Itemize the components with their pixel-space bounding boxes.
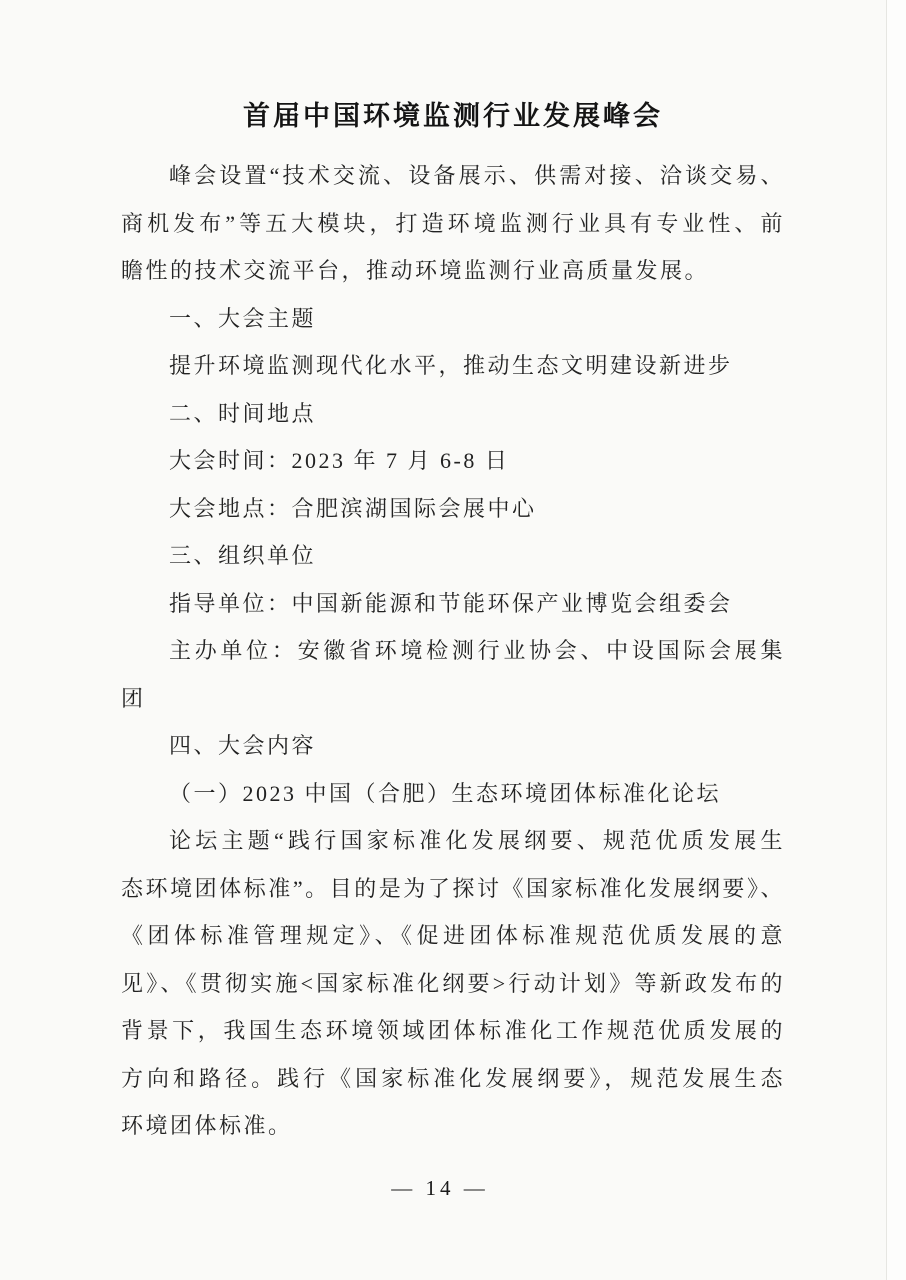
section-heading: 一、大会主题 (169, 305, 317, 331)
subsection-heading: （一）2023 中国（合肥）生态环境团体标准化论坛 (169, 780, 722, 806)
scan-edge-strip (887, 0, 906, 1280)
section-heading: 二、时间地点 (169, 400, 317, 426)
text-line: 见》、《贯彻实施<国家标准化纲要>行动计划》等新政发布的 (121, 970, 785, 996)
text-line: 背景下，我国生态环境领域团体标准化工作规范优质发展的 (121, 1018, 785, 1043)
text-line: 态环境团体标准”。目的是为了探讨《国家标准化发展纲要》、 (121, 875, 785, 901)
scan-artifact-line (886, 0, 887, 1280)
section-heading: 四、大会内容 (169, 733, 317, 758)
text-line: 提升环境监测现代化水平，推动生态文明建设新进步 (169, 353, 733, 378)
text-line: 团 (121, 685, 146, 711)
text-line: 《团体标准管理规定》、《促进团体标准规范优质发展的意 (121, 923, 785, 948)
text-line: 瞻性的技术交流平台，推动环境监测行业高质量发展。 (121, 258, 710, 283)
text-line: 指导单位：中国新能源和节能环保产业博览会组委会 (169, 590, 733, 616)
text-line: 大会时间：2023 年 7 月 6-8 日 (169, 448, 510, 473)
text-line: 商机发布”等五大模块，打造环境监测行业具有专业性、前 (121, 210, 785, 236)
text-line: 主办单位：安徽省环境检测行业协会、中设国际会展集 (169, 638, 785, 663)
text-line: 大会地点：合肥滨湖国际会展中心 (169, 495, 537, 521)
text-line: 方向和路径。践行《国家标准化发展纲要》，规范发展生态 (121, 1065, 785, 1091)
text-line: 环境团体标准。 (121, 1113, 293, 1138)
document-body (121, 152, 785, 1150)
document-title: 首届中国环境监测行业发展峰会 (243, 101, 663, 131)
section-heading: 三、组织单位 (169, 543, 317, 568)
page-number: — 14 — (391, 1176, 489, 1200)
text-line: 论坛主题“践行国家标准化发展纲要、规范优质发展生 (169, 828, 785, 853)
text-line: 峰会设置“技术交流、设备展示、供需对接、洽谈交易、 (169, 163, 785, 188)
